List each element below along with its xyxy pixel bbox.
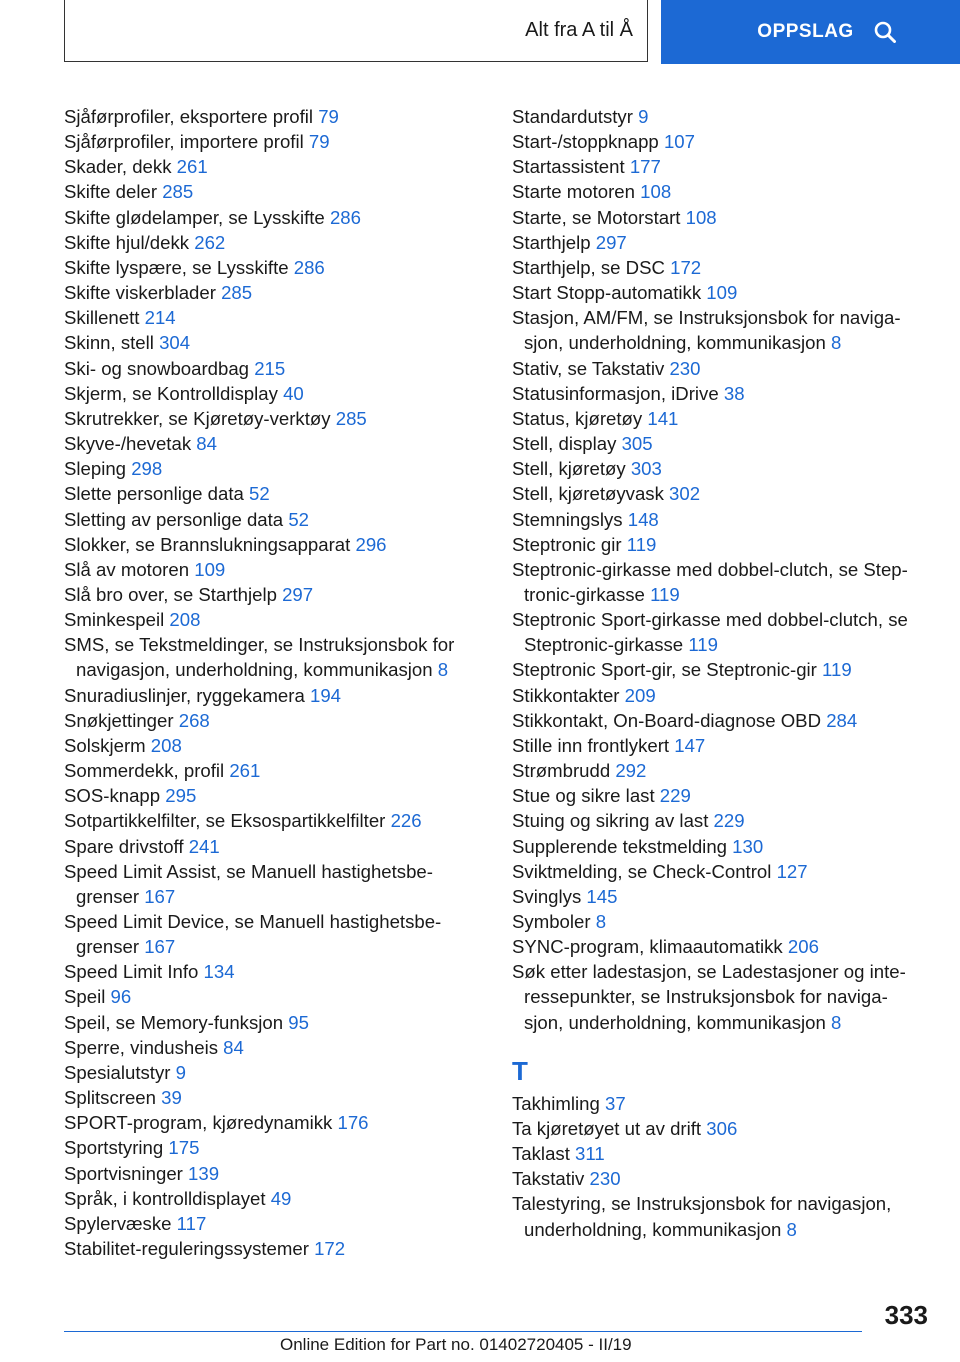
page-link[interactable]: 303 <box>630 458 662 480</box>
entry-term: Ski- og snowboardbag <box>64 357 250 379</box>
page-link[interactable]: 298 <box>131 458 163 480</box>
entry-term: Steptronic-girkasse med dobbel-clutch, se Step- tronic-girkasse <box>512 558 908 605</box>
page-link[interactable]: 208 <box>150 734 182 756</box>
index-entry <box>64 532 484 557</box>
page-link[interactable]: 8 <box>437 659 449 681</box>
entry-term: Språk, i kontrolldisplayet <box>64 1187 266 1209</box>
index-entry <box>64 431 484 456</box>
entry-term: Stue og sikre last <box>512 785 655 807</box>
section-title: Alt fra A til Å <box>525 19 633 41</box>
page-link[interactable]: 286 <box>329 206 361 228</box>
entry-term: Svinglys <box>512 885 582 907</box>
index-entry <box>64 129 484 154</box>
index-entry <box>512 783 930 808</box>
index-entry <box>512 356 930 381</box>
entry-term: Steptronic Sport-gir, se Steptronic-gir <box>512 659 817 681</box>
page-link[interactable]: 9 <box>175 1061 186 1083</box>
entry-term: Startassistent <box>512 156 625 178</box>
index-entry <box>64 984 484 1009</box>
entry-term: Speil <box>64 986 106 1008</box>
entry-term: Slette personlige data <box>64 483 244 505</box>
index-entry <box>64 1161 484 1186</box>
index-entry <box>64 808 484 833</box>
index-entry <box>64 632 484 682</box>
entry-term: Starte motoren <box>512 181 635 203</box>
index-entry <box>512 1116 930 1141</box>
index-entry <box>64 154 484 179</box>
section-title-tab[interactable] <box>64 0 648 62</box>
page-link[interactable]: 145 <box>586 885 618 907</box>
entry-term: Talestyring, se Instruksjonsbok for navigasjon, underholdning, kommunikasjon <box>512 1193 892 1240</box>
page-link[interactable]: 141 <box>647 407 679 429</box>
page-link[interactable]: 109 <box>194 558 226 580</box>
page-link[interactable]: 286 <box>293 256 325 278</box>
entry-term: Sletting av personlige data <box>64 508 284 530</box>
index-entry <box>512 280 930 305</box>
page-link[interactable]: 261 <box>176 156 208 178</box>
page-link[interactable]: 177 <box>629 156 661 178</box>
entry-term: Strømbrudd <box>512 760 611 782</box>
index-entry <box>64 859 484 909</box>
index-entry <box>64 607 484 632</box>
entry-term: Spesialutstyr <box>64 1061 171 1083</box>
index-entry <box>64 381 484 406</box>
page-link[interactable]: 295 <box>165 785 197 807</box>
page-link[interactable]: 139 <box>188 1162 220 1184</box>
page-link[interactable]: 167 <box>144 936 176 958</box>
index-entry <box>512 909 930 934</box>
entry-term: Snuradiuslinjer, ryggekamera <box>64 684 305 706</box>
page-link[interactable]: 40 <box>283 382 304 404</box>
index-entry <box>64 733 484 758</box>
index-entry <box>64 305 484 330</box>
page-link[interactable]: 297 <box>282 583 314 605</box>
page-link[interactable]: 39 <box>161 1087 182 1109</box>
index-entry <box>512 859 930 884</box>
entry-term: Skifte hjul/dekk <box>64 231 190 253</box>
page-link[interactable]: 230 <box>669 357 701 379</box>
entry-term: Spare drivstoff <box>64 835 184 857</box>
index-entry <box>64 1060 484 1085</box>
entry-term: Spylervæske <box>64 1212 172 1234</box>
index-entry <box>64 406 484 431</box>
index-entry <box>512 406 930 431</box>
entry-term: Ta kjøretøyet ut av drift <box>512 1117 702 1139</box>
index-entry <box>512 1191 930 1241</box>
index-entry <box>64 758 484 783</box>
index-entry <box>64 1236 484 1261</box>
lookup-label: OPPSLAG <box>757 21 854 42</box>
page-link[interactable]: 96 <box>110 986 132 1008</box>
entry-term: SYNC-program, klimaautomatikk <box>512 936 783 958</box>
entry-term: Sportstyring <box>64 1137 164 1159</box>
entry-term: Taklast <box>512 1143 570 1165</box>
entry-term: Status, kjøretøy <box>512 407 643 429</box>
entry-term: Starte, se Motorstart <box>512 206 681 228</box>
page-link[interactable]: 107 <box>663 131 695 153</box>
page-link[interactable]: 8 <box>830 1011 842 1033</box>
page-link[interactable]: 206 <box>787 936 819 958</box>
entry-term: Sjåførprofiler, eksportere profil <box>64 106 314 127</box>
entry-term: SMS, se Tekstmeldinger, se Instruksjonsbok for navigasjon, underholdning, kommunikasjon <box>64 634 455 681</box>
entry-term: Steptronic Sport-girkasse med dobbel-clutch, se Steptronic-girkasse <box>512 609 908 656</box>
entry-term: Slå bro over, se Starthjelp <box>64 583 277 605</box>
page-link[interactable]: 268 <box>178 709 210 731</box>
entry-term: Start Stopp-automatikk <box>512 282 702 304</box>
entry-term: Steptronic gir <box>512 533 622 555</box>
index-entry <box>512 154 930 179</box>
entry-term: Standardutstyr <box>512 106 633 127</box>
page-link[interactable]: 261 <box>229 760 261 782</box>
index-entry <box>512 230 930 255</box>
page-link[interactable]: 229 <box>659 785 691 807</box>
page-link[interactable]: 175 <box>168 1137 200 1159</box>
index-column-right <box>512 104 930 1242</box>
page-link[interactable]: 117 <box>176 1212 207 1234</box>
entry-term: Sleping <box>64 458 127 480</box>
entry-term: Stemningslys <box>512 508 623 530</box>
entry-term: Statusinformasjon, iDrive <box>512 382 719 404</box>
index-entry <box>64 1186 484 1211</box>
index-entry <box>512 884 930 909</box>
entry-term: Solskjerm <box>64 734 146 756</box>
index-entry <box>512 305 930 355</box>
page-link[interactable]: 127 <box>776 860 808 882</box>
index-entry <box>512 381 930 406</box>
entry-term: Speed Limit Device, se Manuell hastighetsbe- grenser <box>64 911 442 958</box>
index-entry <box>512 255 930 280</box>
page-link[interactable]: 297 <box>595 231 627 253</box>
page-link[interactable]: 8 <box>830 332 842 354</box>
page-link[interactable]: 284 <box>826 709 858 731</box>
entry-term: Speed Limit Assist, se Manuell hastighetsbe- grenser <box>64 860 433 907</box>
entry-term: Start-/stoppknapp <box>512 131 659 153</box>
index-entry <box>64 683 484 708</box>
entry-term: Stabilitet-reguleringssystemer <box>64 1238 309 1260</box>
page-link[interactable]: 84 <box>196 433 217 455</box>
entry-term: Skifte viskerblader <box>64 282 216 304</box>
index-entry <box>64 1110 484 1135</box>
page-link[interactable]: 49 <box>270 1187 292 1209</box>
page-link[interactable]: 95 <box>288 1011 309 1033</box>
page-link[interactable]: 229 <box>713 810 745 832</box>
entry-term: Stell, kjøretøyvask <box>512 483 664 505</box>
search-icon <box>874 21 896 43</box>
index-entry <box>64 330 484 355</box>
lookup-button[interactable] <box>661 0 960 64</box>
index-entry <box>64 481 484 506</box>
page-link[interactable]: 134 <box>203 961 235 983</box>
entry-term: Sommerdekk, profil <box>64 760 225 782</box>
page-link[interactable]: 285 <box>162 181 194 203</box>
index-entry <box>512 834 930 859</box>
index-entry <box>512 431 930 456</box>
index-entry <box>64 834 484 859</box>
index-entry <box>512 179 930 204</box>
page-link[interactable]: 209 <box>624 684 656 706</box>
index-entry <box>512 758 930 783</box>
entry-term: Stikkontakt, On-Board-diagnose OBD <box>512 709 822 731</box>
entry-term: Splitscreen <box>64 1087 156 1109</box>
index-entry <box>512 657 930 682</box>
index-entry <box>64 280 484 305</box>
page-link[interactable]: 285 <box>221 282 253 304</box>
index-entry <box>64 1085 484 1110</box>
page-link[interactable]: 119 <box>626 533 657 555</box>
page-link[interactable]: 52 <box>288 508 309 530</box>
index-entry <box>512 607 930 657</box>
page-link[interactable]: 305 <box>621 433 653 455</box>
index-entry <box>64 1010 484 1035</box>
page-link[interactable]: 194 <box>309 684 342 706</box>
index-entry <box>512 104 930 129</box>
entry-term: Sportvisninger <box>64 1162 183 1184</box>
entry-term: Slokker, se Brannslukningsapparat <box>64 533 351 555</box>
page-link[interactable]: 302 <box>669 483 701 505</box>
entry-term: Speil, se Memory-funksjon <box>64 1011 284 1033</box>
index-entry <box>512 532 930 557</box>
index-entry <box>64 557 484 582</box>
entry-term: Stell, kjøretøy <box>512 458 626 480</box>
page-link[interactable]: 119 <box>688 634 718 656</box>
entry-term: Skjerm, se Kontrolldisplay <box>64 382 278 404</box>
index-entry <box>64 255 484 280</box>
entry-term: Skyve-/hevetak <box>64 433 192 455</box>
entry-term: Snøkjettinger <box>64 709 174 731</box>
page-link[interactable]: 208 <box>169 609 201 631</box>
index-entry <box>512 1141 930 1166</box>
entry-term: Slå av motoren <box>64 558 190 580</box>
index-entry <box>512 808 930 833</box>
entry-term: Sperre, vindusheis <box>64 1036 218 1058</box>
page-link[interactable]: 230 <box>589 1168 621 1190</box>
page-link[interactable]: 37 <box>605 1092 626 1114</box>
page-link[interactable]: 285 <box>335 407 367 429</box>
index-entry <box>512 456 930 481</box>
page-link[interactable]: 8 <box>595 911 607 932</box>
entry-term: Skifte glødelamper, se Lysskifte <box>64 206 325 228</box>
entry-term: Symboler <box>512 911 591 932</box>
entry-term: Skader, dekk <box>64 156 172 178</box>
page-link[interactable]: 119 <box>650 583 680 605</box>
index-entry <box>64 909 484 959</box>
page-link[interactable]: 167 <box>144 885 176 907</box>
entry-term: Supplerende tekstmelding <box>512 835 727 857</box>
entry-term: Stell, display <box>512 433 617 455</box>
page-link[interactable]: 130 <box>732 835 764 857</box>
entry-term: Stikkontakter <box>512 684 620 706</box>
page-link[interactable]: 214 <box>144 307 176 329</box>
index-entry <box>64 507 484 532</box>
page-header <box>64 0 928 64</box>
index-entry <box>64 179 484 204</box>
page-link[interactable]: 311 <box>575 1143 605 1165</box>
entry-term: SPORT-program, kjøredynamikk <box>64 1112 333 1134</box>
index-entry <box>64 356 484 381</box>
index-list-t <box>512 1091 930 1242</box>
page-link[interactable]: 52 <box>249 483 270 505</box>
index-entry <box>512 1091 930 1116</box>
index-list-s-continued <box>512 104 930 1035</box>
page-link[interactable]: 262 <box>194 231 226 253</box>
page-link[interactable]: 226 <box>390 810 422 832</box>
entry-term: Stille inn frontlykert <box>512 734 670 756</box>
page-link[interactable]: 176 <box>337 1112 369 1134</box>
entry-term: Skifte deler <box>64 181 158 203</box>
index-entry <box>512 557 930 607</box>
page-number: 333 <box>884 1300 928 1330</box>
index-entry <box>512 1166 930 1191</box>
index-entry <box>64 1135 484 1160</box>
entry-term: Sotpartikkelfilter, se Eksospartikkelfilter <box>64 810 386 832</box>
index-entry <box>64 205 484 230</box>
page-link[interactable]: 292 <box>615 760 647 782</box>
page-link[interactable]: 108 <box>640 181 672 203</box>
index-column-left <box>64 104 484 1261</box>
entry-term: Starthjelp <box>512 231 591 253</box>
section-letter: T <box>512 1055 528 1086</box>
page-link[interactable]: 296 <box>355 533 387 555</box>
index-entry <box>64 104 484 129</box>
entry-term: Speed Limit Info <box>64 961 199 983</box>
entry-term: Sjåførprofiler, importere profil <box>64 131 304 153</box>
index-entry <box>512 708 930 733</box>
entry-term: Takhimling <box>512 1092 600 1114</box>
entry-term: Starthjelp, se DSC <box>512 256 665 278</box>
page-link[interactable]: 9 <box>638 106 649 127</box>
index-entry <box>512 129 930 154</box>
footer-edition: Online Edition for Part no. 01402720405 - II/19 <box>280 1335 632 1354</box>
entry-term: Skrutrekker, se Kjøretøy-verktøy <box>64 407 331 429</box>
entry-term: Stasjon, AM/FM, se Instruksjonsbok for naviga- sjon, underholdning, kommunikasjon <box>512 307 901 354</box>
index-entry <box>64 783 484 808</box>
page-link[interactable]: 108 <box>685 206 717 228</box>
index-entry <box>512 481 930 506</box>
index-entry <box>64 230 484 255</box>
page-link[interactable]: 147 <box>674 734 706 756</box>
index-entry <box>64 1035 484 1060</box>
index-entry <box>64 456 484 481</box>
page-link[interactable]: 148 <box>627 508 659 530</box>
page-link[interactable]: 172 <box>670 256 702 278</box>
page-link[interactable]: 109 <box>706 282 738 304</box>
page-link[interactable]: 306 <box>706 1117 738 1139</box>
page-link[interactable]: 79 <box>318 106 339 127</box>
entry-term: Sviktmelding, se Check-Control <box>512 860 772 882</box>
index-entry <box>64 1211 484 1236</box>
index-entry <box>64 708 484 733</box>
index-entry <box>512 683 930 708</box>
page-link[interactable]: 304 <box>159 332 191 354</box>
index-entry <box>512 959 930 1034</box>
entry-term: SOS-knapp <box>64 785 161 807</box>
index-entry <box>512 733 930 758</box>
index-entry <box>64 582 484 607</box>
page-link[interactable]: 38 <box>723 382 745 404</box>
entry-term: Takstativ <box>512 1168 585 1190</box>
footer-divider <box>64 1331 862 1332</box>
page-link[interactable]: 8 <box>786 1218 797 1240</box>
index-entry <box>512 205 930 230</box>
page-link[interactable]: 241 <box>188 835 220 857</box>
page-link[interactable]: 79 <box>308 131 330 153</box>
entry-term: Skinn, stell <box>64 332 154 354</box>
entry-term: Stuing og sikring av last <box>512 810 709 832</box>
page-link[interactable]: 215 <box>254 357 286 379</box>
page-link[interactable]: 172 <box>314 1238 346 1260</box>
entry-term: Søk etter ladestasjon, se Ladestasjoner og inte- ressepunkter, se Instruksjonsbok for naviga- sjon, underholdning, kommunikasjon <box>512 961 906 1033</box>
entry-term: Skillenett <box>64 307 140 329</box>
page-link[interactable]: 84 <box>223 1036 244 1058</box>
index-entry <box>512 507 930 532</box>
index-entry <box>64 959 484 984</box>
entry-term: Sminkespeil <box>64 609 165 631</box>
index-entry <box>512 934 930 959</box>
page-link[interactable]: 119 <box>822 659 852 681</box>
entry-term: Skifte lyspære, se Lysskifte <box>64 256 289 278</box>
entry-term: Stativ, se Takstativ <box>512 357 665 379</box>
